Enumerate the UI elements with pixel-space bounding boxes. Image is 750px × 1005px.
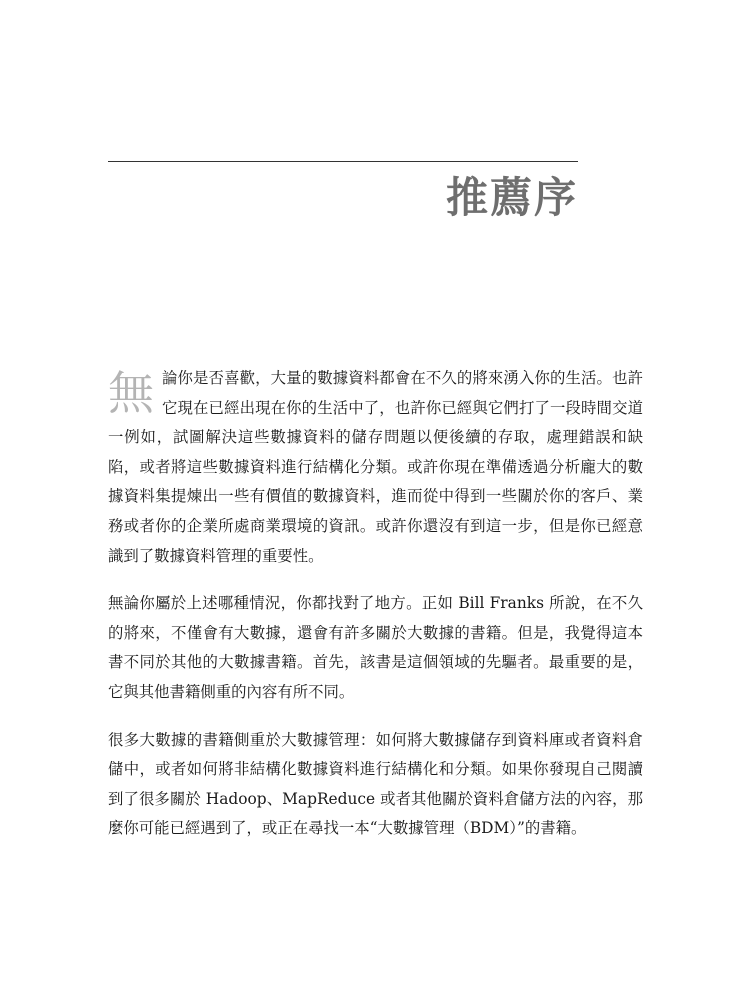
page-title: 推薦序	[445, 173, 578, 222]
paragraph-1	[108, 364, 643, 571]
paragraph-2: 無論你屬於上述哪種情況，你都找對了地方。正如 Bill Franks 所說，在不久的將來，不僅會有大數據，還會有許多關於大數據的書籍。但是，我覺得這本書不同於其他的大數據書籍。首先，該書是這個領域的先驅者。最重要的是，它與其他書籍側重的內容有所不同。	[108, 594, 643, 701]
paragraph-1-text: 論你是否喜歡，大量的數據資料都會在不久的將來湧入你的生活。也許它現在已經出現在你的生活中了，也許你已經與它們打了一段時間交道一例如，試圖解決這些數據資料的儲存問題以便後續的存取，處理錯誤和缺陷，或者將這些數據資料進行結構化分類。或許你現在準備透過分析龐大的數據資料集提煉出一些有價值的數據資料，進而從中得到一些關於你的客戶、業務或者你的企業所處商業環境的資訊。或許你還沒有到這一步，但是你已經意識到了數據資料管理的重要性。	[108, 369, 643, 565]
body-text	[108, 364, 643, 862]
header-rule	[108, 161, 578, 162]
drop-cap: 無	[108, 366, 154, 420]
paragraph-3: 很多大數據的書籍側重於大數據管理：如何將大數據儲存到資料庫或者資料倉儲中，或者如何將非結構化數據資料進行結構化和分類。如果你發現自己閱讀到了很多關於 Hadoop、MapReduce 或者其他關於資料倉儲方法的內容，那麼你可能已經遇到了，或正在尋找一本“大數據管理（BDM）”的書籍。	[108, 730, 643, 838]
